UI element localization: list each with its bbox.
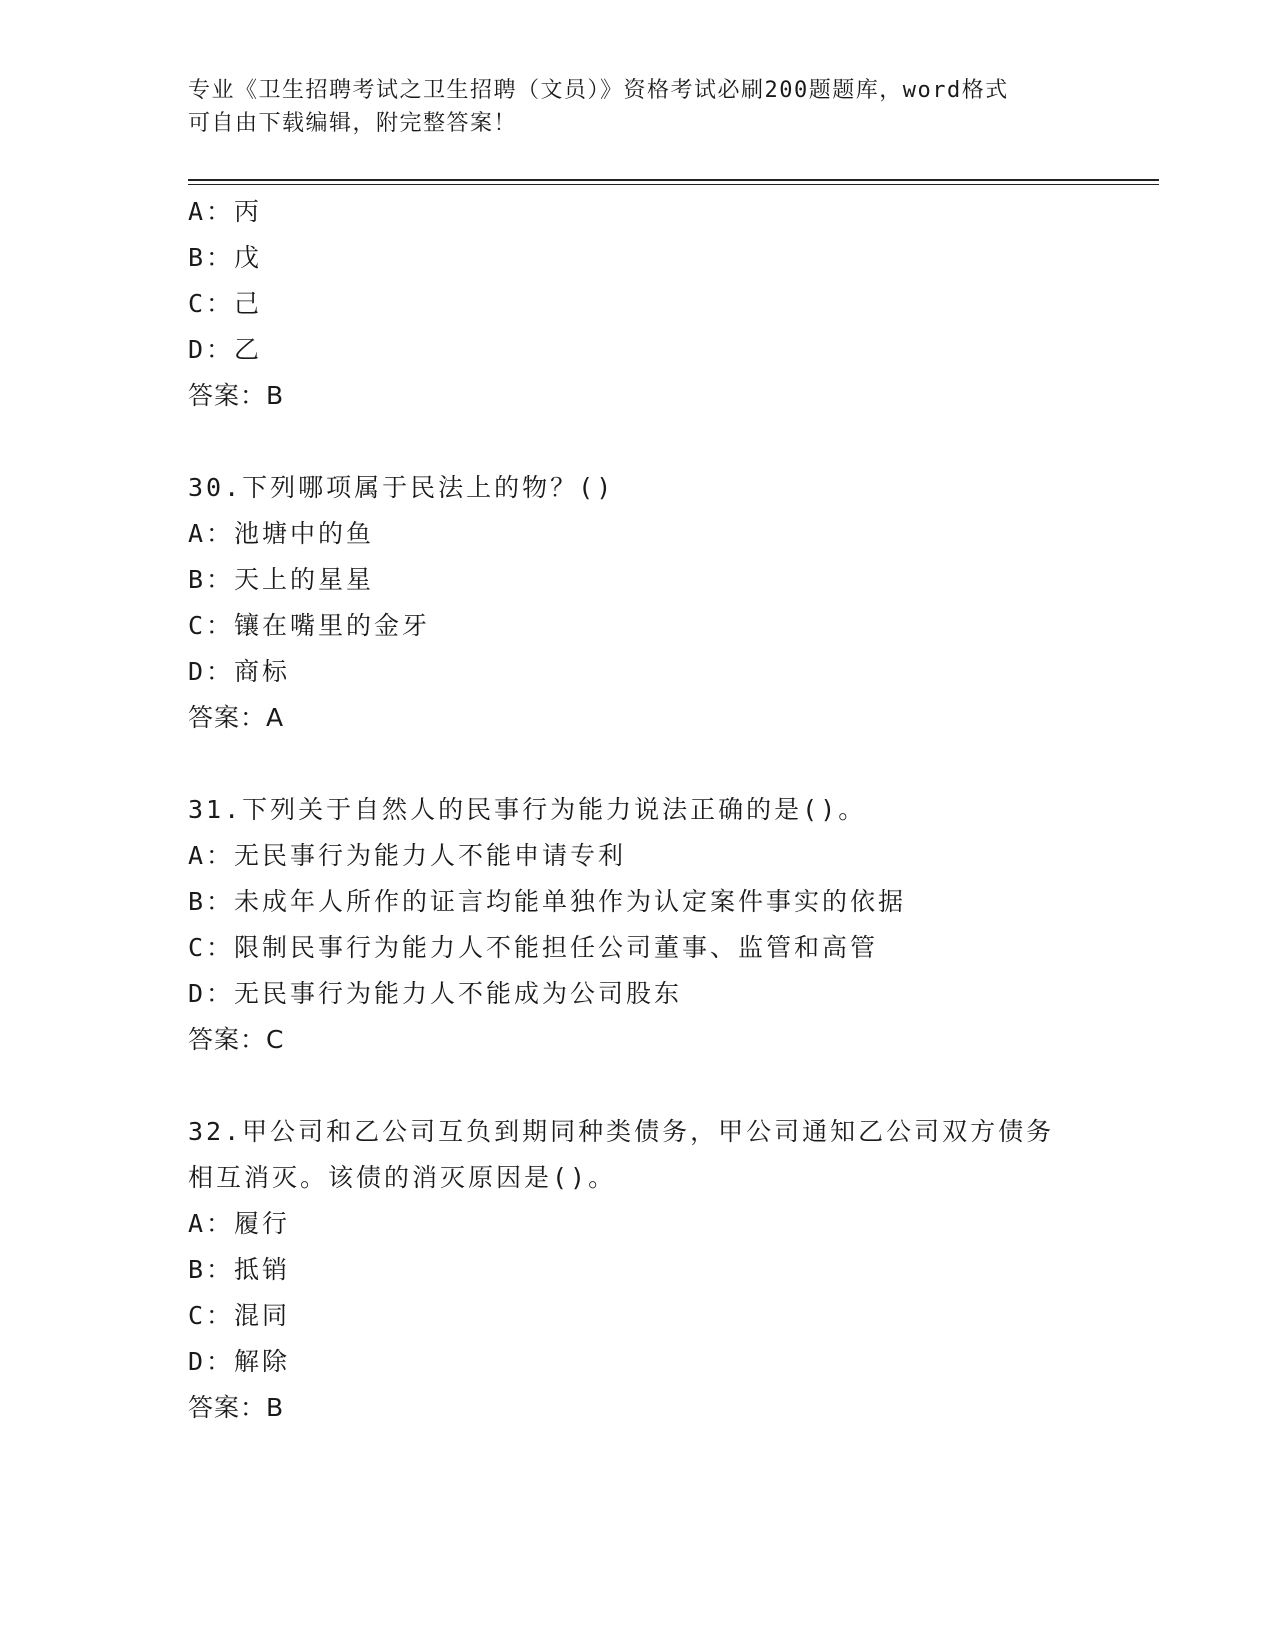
option-d: D：乙 <box>188 335 263 364</box>
option-d: D：商标 <box>188 657 291 686</box>
header-line-2: 可自由下载编辑，附完整答案！ <box>188 111 518 136</box>
option-c: C：镶在嘴里的金牙 <box>188 611 431 640</box>
option-a: A：丙 <box>188 197 263 226</box>
question-stem-line-2: 相互消灭。该债的消灭原因是()。 <box>188 1163 617 1192</box>
question-stem: 31.下列关于自然人的民事行为能力说法正确的是()。 <box>188 795 867 824</box>
question-stem-line-1: 32.甲公司和乙公司互负到期同种类债务，甲公司通知乙公司双方债务 <box>188 1117 1055 1146</box>
question-list <box>188 189 1088 1431</box>
option-c: C：混同 <box>188 1301 291 1330</box>
question-29-continued <box>188 189 1088 419</box>
document-header <box>188 74 1088 140</box>
option-d: D：无民事行为能力人不能成为公司股东 <box>188 979 683 1008</box>
option-b: B：戊 <box>188 243 263 272</box>
header-divider-thick <box>188 179 1159 181</box>
question-spacer <box>188 1063 1088 1109</box>
option-b: B：天上的星星 <box>188 565 375 594</box>
answer-line: 答案：B <box>188 381 285 410</box>
question-32 <box>188 1109 1088 1431</box>
option-c: C：限制民事行为能力人不能担任公司董事、监管和高管 <box>188 933 879 962</box>
header-line-1: 专业《卫生招聘考试之卫生招聘（文员）》资格考试必刷200题题库，word格式 <box>188 78 1009 103</box>
header-divider-thin <box>188 184 1159 185</box>
question-spacer <box>188 741 1088 787</box>
answer-line: 答案：A <box>188 703 285 732</box>
question-spacer <box>188 419 1088 465</box>
option-a: A：履行 <box>188 1209 291 1238</box>
option-c: C：己 <box>188 289 263 318</box>
option-b: B：抵销 <box>188 1255 291 1284</box>
answer-line: 答案：B <box>188 1393 285 1422</box>
question-31 <box>188 787 1088 1063</box>
question-stem: 30.下列哪项属于民法上的物？() <box>188 473 615 502</box>
question-30 <box>188 465 1088 741</box>
answer-line: 答案：C <box>188 1025 285 1054</box>
option-d: D：解除 <box>188 1347 291 1376</box>
option-b: B：未成年人所作的证言均能单独作为认定案件事实的依据 <box>188 887 907 916</box>
option-a: A：无民事行为能力人不能申请专利 <box>188 841 627 870</box>
option-a: A：池塘中的鱼 <box>188 519 375 548</box>
